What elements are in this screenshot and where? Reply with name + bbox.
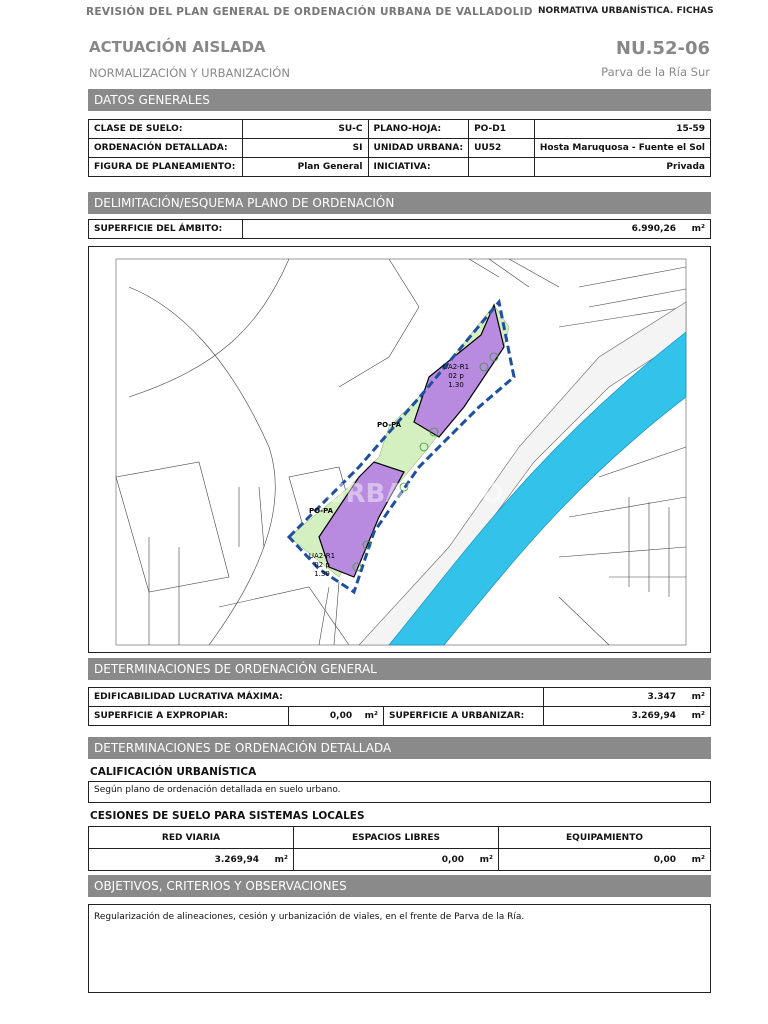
val-espacios-libres <box>294 849 499 871</box>
cesiones-table <box>88 826 711 871</box>
map-label-ua-bottom: UA2-R1 <box>308 552 336 560</box>
section-bar-general: DETERMINACIONES DE ORDENACIÓN GENERAL <box>88 658 711 680</box>
ordenacion-map <box>88 246 711 653</box>
urbanizar-cell <box>544 707 711 726</box>
page-title: ACTUACIÓN AISLADA <box>89 38 266 56</box>
col-red-viaria: RED VIARIA <box>89 827 294 849</box>
espacios-libres-value: 0,00 <box>441 854 464 865</box>
cesiones-title: CESIONES DE SUELO PARA SISTEMAS LOCALES <box>90 810 365 822</box>
section-bar-detallada: DETERMINACIONES DE ORDENACIÓN DETALLADA <box>88 737 711 759</box>
map-label-ua-top: UA2-R1 <box>442 363 470 371</box>
map-label-ua-top-index: 1.30 <box>448 381 464 389</box>
calificacion-title: CALIFICACIÓN URBANÍSTICA <box>90 766 257 778</box>
map-watermark: URBANISMO <box>324 479 504 509</box>
objetivos-text: Regularización de alineaciones, cesión y urbanización de viales, en el frente de Parva de la Ría. <box>94 912 525 922</box>
superficie-value-cell <box>243 220 711 239</box>
superficie-table <box>88 219 711 239</box>
val-red-viaria <box>89 849 294 871</box>
figura-label: FIGURA DE PLANEAMIENTO: <box>89 158 243 177</box>
espacios-libres-unit: m² <box>479 854 493 865</box>
urbanizar-label: SUPERFICIE A URBANIZAR: <box>384 707 544 726</box>
section-bar-datos: DATOS GENERALES <box>88 89 711 111</box>
equipamiento-value: 0,00 <box>653 854 676 865</box>
unidad-label: UNIDAD URBANA: <box>368 139 469 158</box>
expropiar-value: 0,00 <box>329 711 353 721</box>
calificacion-text: Según plano de ordenación detallada en suelo urbano. <box>94 785 341 795</box>
col-equipamiento: EQUIPAMIENTO <box>499 827 711 849</box>
document-header: REVISIÓN DEL PLAN GENERAL DE ORDENACIÓN URBANA DE VALLADOLID <box>86 6 533 18</box>
map-drawing <box>89 247 710 652</box>
calificacion-box <box>88 781 711 803</box>
equipamiento-unit: m² <box>691 854 705 865</box>
urbanizar-unit: m² <box>691 711 705 721</box>
page-subtitle: NORMALIZACIÓN Y URBANIZACIÓN <box>89 66 290 80</box>
datos-table <box>88 119 711 177</box>
general-table <box>88 687 711 726</box>
section-bar-objetivos: OBJETIVOS, CRITERIOS Y OBSERVACIONES <box>88 875 711 897</box>
edificabilidad-unit: m² <box>691 692 705 702</box>
plano-value: 15-59 <box>534 120 710 139</box>
plano-label: PLANO-HOJA: <box>368 120 469 139</box>
red-viaria-value: 3.269,94 <box>214 854 259 865</box>
edificabilidad-cell <box>544 688 711 707</box>
map-label-popa-top: PO-PA <box>376 421 402 429</box>
unidad-value: Hosta Maruquosa - Fuente el Sol <box>534 139 710 158</box>
col-espacios-libres: ESPACIOS LIBRES <box>294 827 499 849</box>
red-viaria-unit: m² <box>274 854 288 865</box>
sheet-code: NU.52-06 <box>615 38 710 59</box>
map-label-ua-bottom-index: 1.30 <box>314 570 330 578</box>
urbanizar-value: 3.269,94 <box>631 711 676 721</box>
val-equipamiento <box>499 849 711 871</box>
map-label-ua-top-plantas: 02 p <box>448 372 464 380</box>
clase-value: SU-C <box>242 120 368 139</box>
clase-label: CLASE DE SUELO: <box>89 120 243 139</box>
plano-code: PO-D1 <box>469 120 535 139</box>
figura-value: Plan General <box>242 158 368 177</box>
edificabilidad-label: EDIFICABILIDAD LUCRATIVA MÁXIMA: <box>89 688 544 707</box>
expropiar-cell <box>289 707 384 726</box>
unidad-code: UU52 <box>469 139 535 158</box>
expropiar-unit: m² <box>364 711 378 721</box>
document-section-label: NORMATIVA URBANÍSTICA. FICHAS <box>538 6 714 16</box>
iniciativa-label: INICIATIVA: <box>368 158 469 177</box>
superficie-unit: m² <box>691 224 705 234</box>
empty-cell <box>469 158 535 177</box>
expropiar-label: SUPERFICIE A EXPROPIAR: <box>89 707 289 726</box>
iniciativa-value: Privada <box>534 158 710 177</box>
sheet-location: Parva de la Ría Sur <box>601 65 710 79</box>
map-label-ua-bottom-plantas: 02 p <box>314 561 330 569</box>
ordenacion-label: ORDENACIÓN DETALLADA: <box>89 139 243 158</box>
edificabilidad-value: 3.347 <box>647 692 676 702</box>
superficie-value: 6.990,26 <box>631 224 676 234</box>
objetivos-box <box>88 904 711 993</box>
ordenacion-value: SI <box>242 139 368 158</box>
map-label-popa-bottom: PO-PA <box>308 507 334 515</box>
superficie-label: SUPERFICIE DEL ÁMBITO: <box>89 220 243 239</box>
section-bar-delimitacion: DELIMITACIÓN/ESQUEMA PLANO DE ORDENACIÓN <box>88 192 711 214</box>
